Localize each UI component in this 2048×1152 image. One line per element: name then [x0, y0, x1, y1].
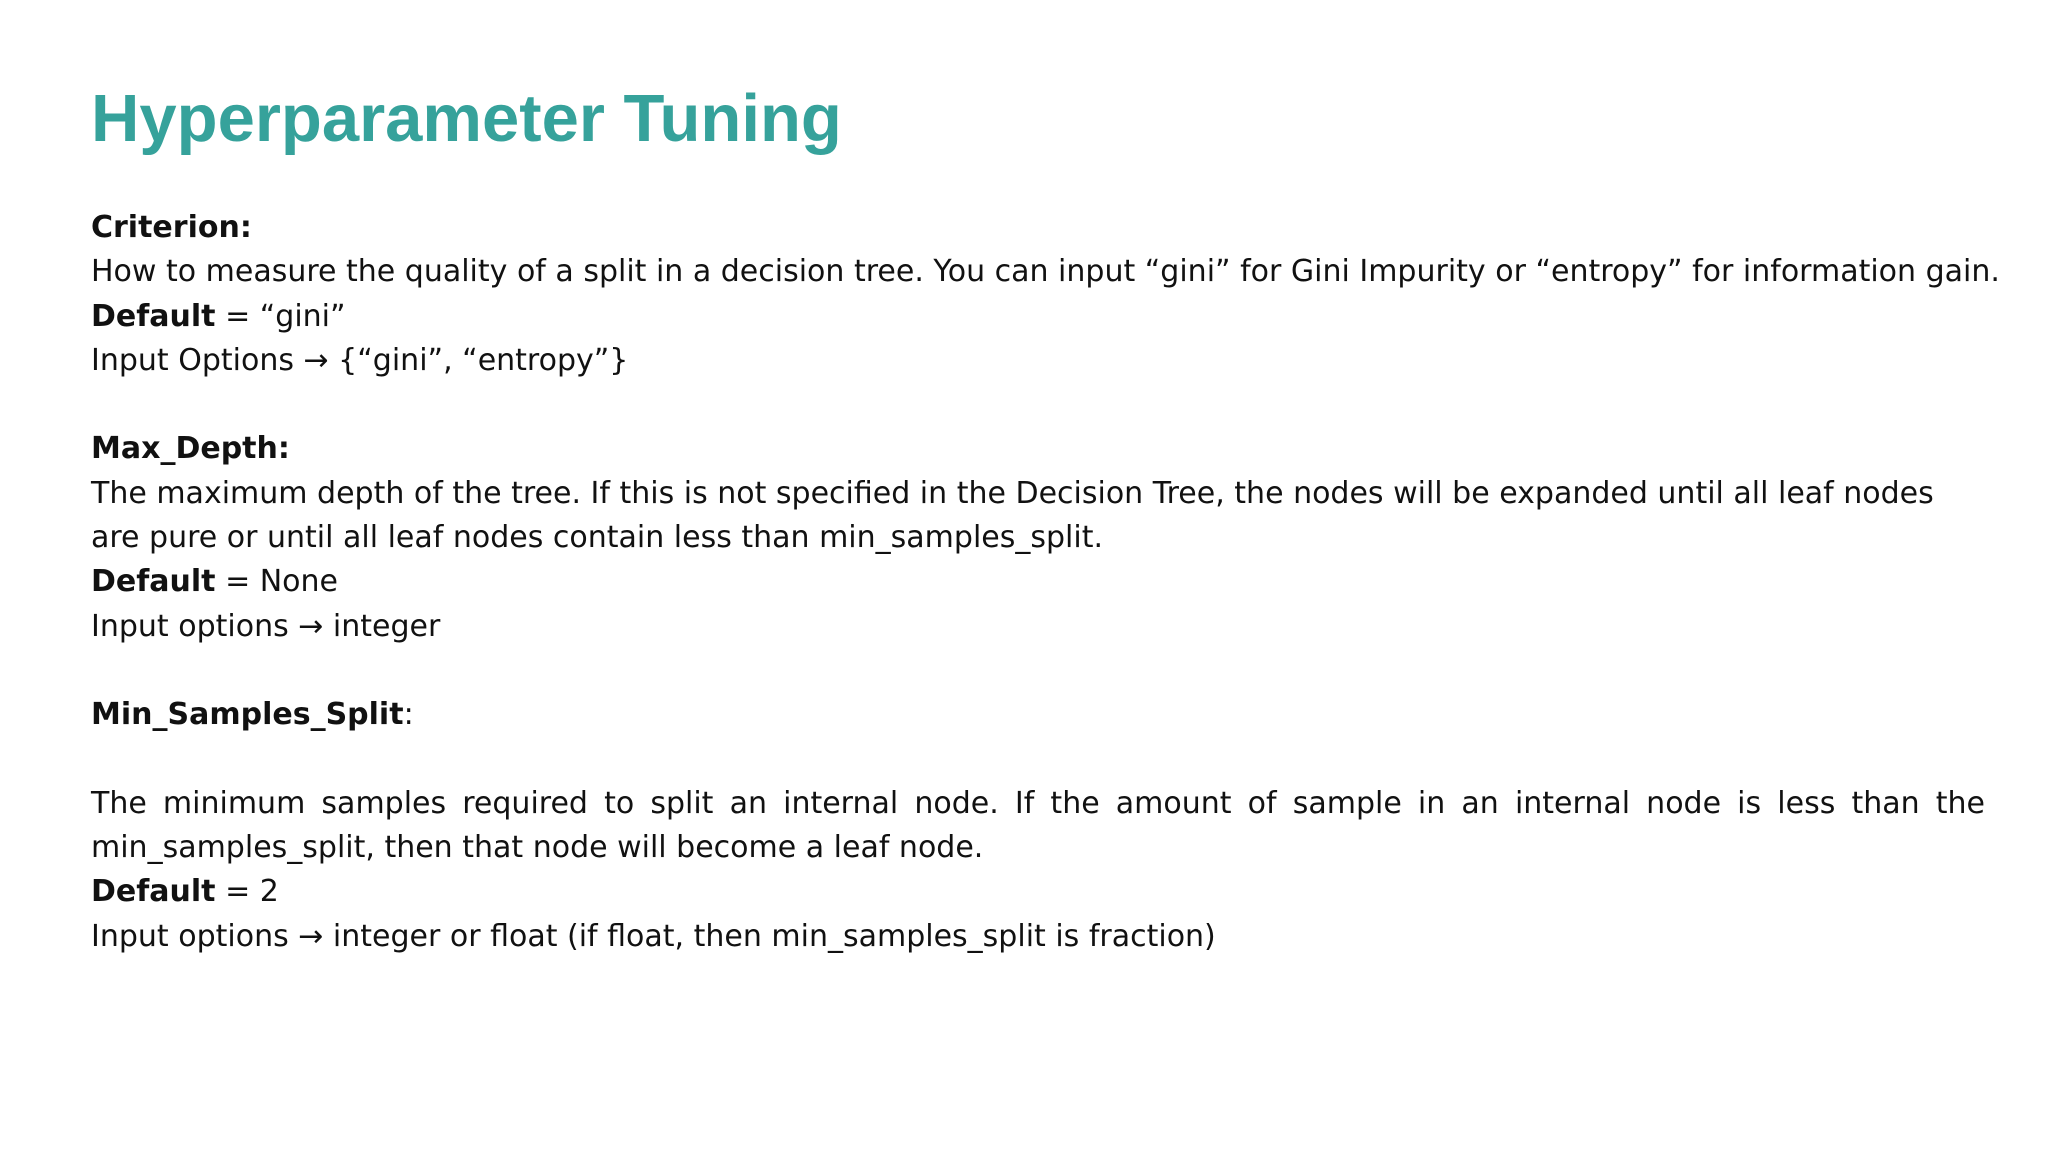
criterion-default-value: = “gini”: [215, 298, 346, 334]
min-samples-split-heading-text: Min_Samples_Split: [91, 697, 404, 733]
min-samples-split-default-label: Default: [91, 874, 216, 910]
min-samples-split-default: [91, 870, 1985, 914]
max-depth-default-value: = None: [215, 564, 339, 600]
max-depth-default: [91, 560, 1985, 604]
max-depth-description: The maximum depth of the tree. If this is not specified in the Decision Tree, the nodes will be expanded until all leaf nodes are pure or until all leaf nodes contain less than min_samples_split.: [91, 475, 1934, 556]
min-samples-split-description: The minimum samples required to split an internal node. If the amount of sample in an internal node is less than the min_samples_split, then that node will become a leaf node.: [91, 785, 1985, 866]
spacer: [91, 649, 1985, 693]
max-depth-default-label: Default: [91, 564, 216, 600]
slide-title: Hyperparameter Tuning: [91, 81, 842, 156]
criterion-default-label: Default: [91, 298, 216, 334]
min-samples-split-options: Input options → integer or float (if float, then min_samples_split is fraction): [91, 918, 1216, 954]
spacer: [91, 383, 1985, 427]
max-depth-heading: Max_Depth:: [91, 431, 290, 467]
criterion-description: How to measure the quality of a split in a decision tree. You can input “gini” for Gini Impurity or “entropy” for information gain.: [91, 254, 2000, 290]
max-depth-options: Input options → integer: [91, 608, 441, 644]
section-criterion: [91, 206, 2000, 383]
criterion-heading: Criterion:: [91, 210, 252, 245]
min-samples-split-default-value: = 2: [215, 874, 279, 910]
min-samples-split-heading-suffix: :: [403, 697, 414, 733]
criterion-default: [91, 295, 1985, 339]
spacer: [91, 738, 1985, 782]
slide-body: [91, 206, 2000, 959]
criterion-options: Input Options → {“gini”, “entropy”}: [91, 342, 629, 378]
section-max-depth: [91, 427, 1985, 648]
section-min-samples-split: [91, 693, 1985, 959]
min-samples-split-heading: [91, 693, 1985, 737]
